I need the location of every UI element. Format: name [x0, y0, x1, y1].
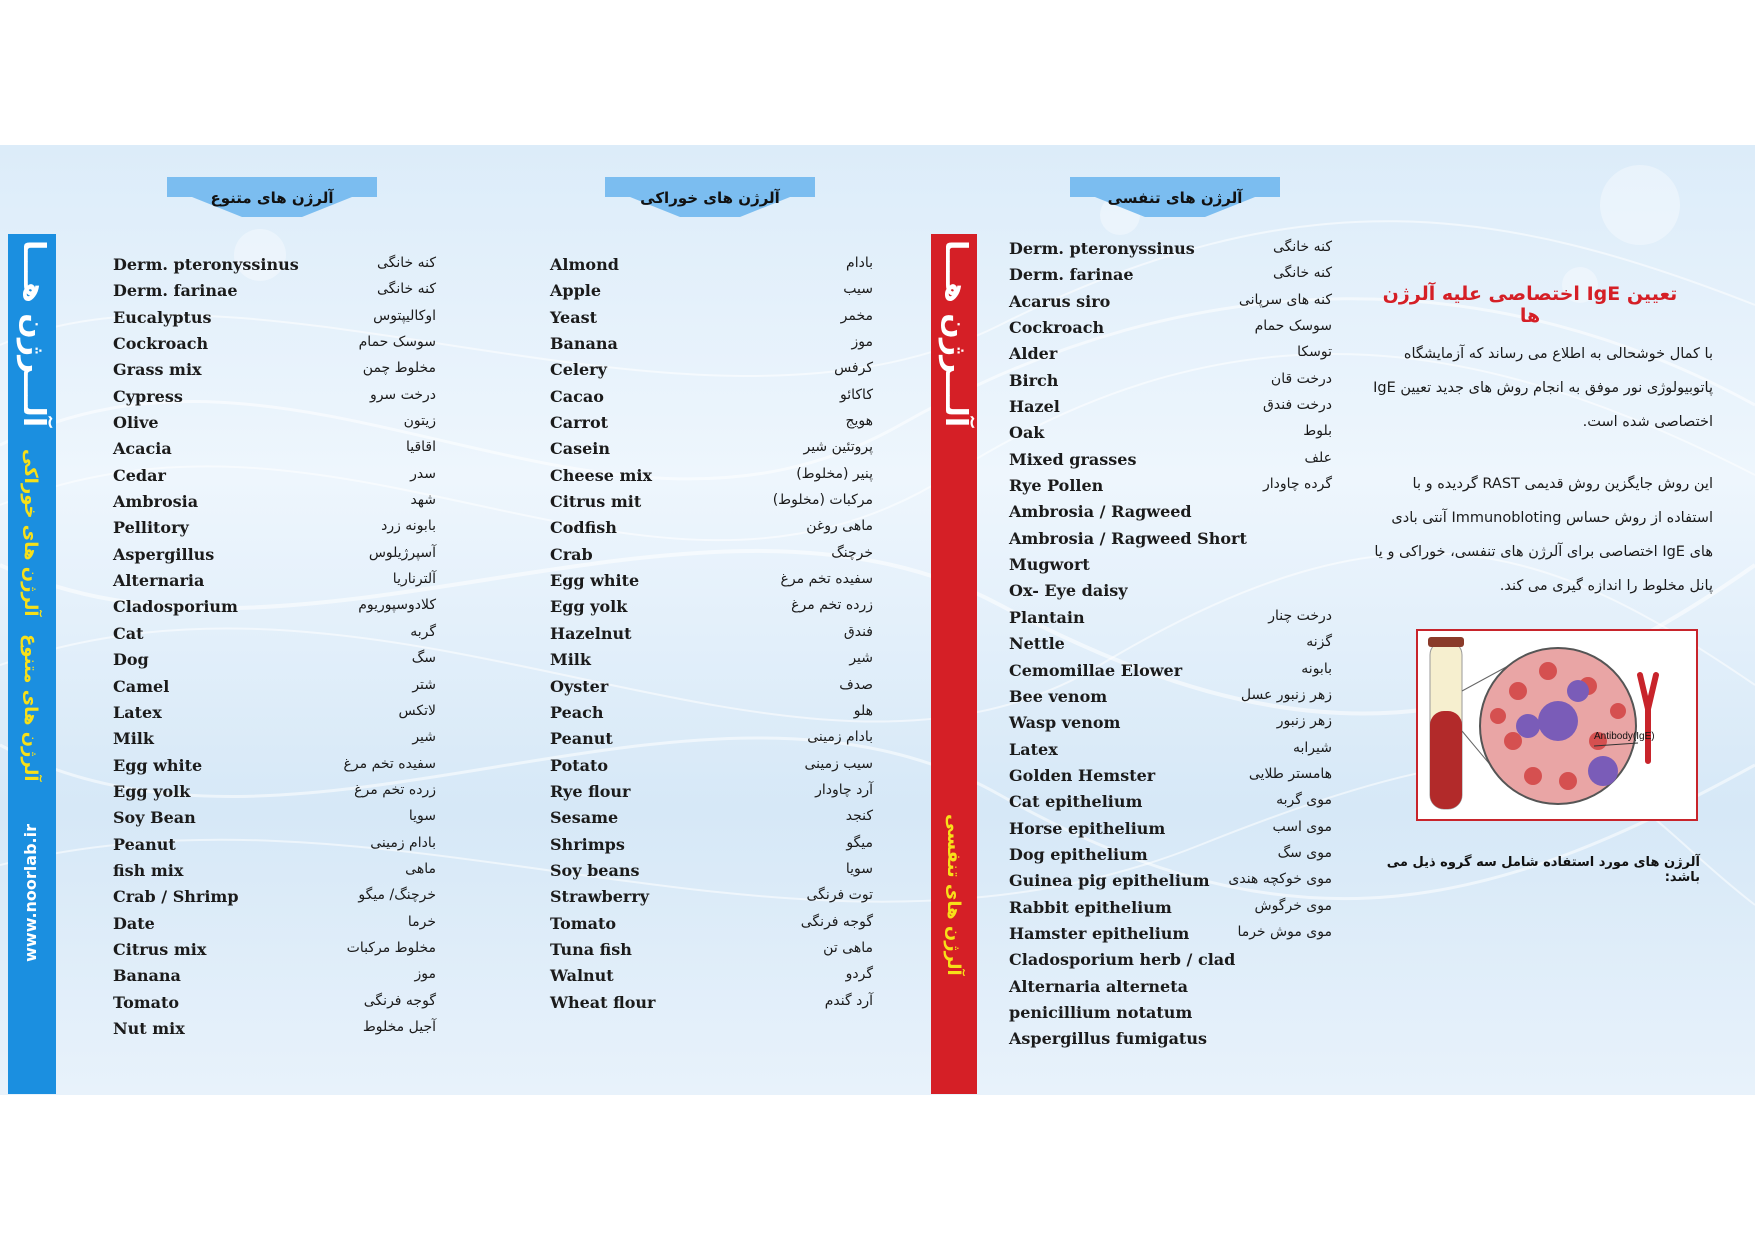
allergen-name-en: Tomato — [550, 913, 617, 933]
allergen-name-fa: سیب — [843, 281, 873, 298]
allergen-row — [1009, 448, 1332, 474]
allergen-name-fa: موی موش خرما — [1237, 923, 1332, 940]
misc-header-ribbon — [167, 159, 377, 217]
allergen-row — [1009, 764, 1332, 790]
allergen-row — [113, 622, 436, 648]
resp-allergen-list — [1009, 237, 1332, 1054]
allergen-row — [550, 806, 873, 832]
allergen-row — [1009, 948, 1332, 974]
allergen-row — [550, 675, 873, 701]
allergen-row — [113, 991, 436, 1017]
allergen-name-en: Alternaria — [113, 571, 205, 591]
allergen-row — [1009, 395, 1332, 421]
allergen-name-en: Alder — [1009, 344, 1058, 364]
allergen-row — [550, 358, 873, 384]
allergen-name-en: Mixed grasses — [1009, 449, 1137, 469]
allergen-name-en: Hazelnut — [550, 623, 632, 643]
allergen-row — [113, 490, 436, 516]
allergen-name-en: Celery — [550, 360, 607, 380]
allergen-name-fa: خرچنگ/ میگو — [358, 887, 436, 904]
allergen-name-en: Oyster — [550, 676, 609, 696]
allergen-row — [550, 253, 873, 279]
allergen-name-fa: کنه خانگی — [1272, 265, 1332, 282]
allergen-row — [113, 411, 436, 437]
left-bar-food: آلرژن های خوراکی — [20, 449, 41, 617]
allergen-name-fa: کرفس — [834, 360, 873, 377]
allergen-row — [1009, 632, 1332, 658]
allergen-name-en: Ambrosia / Ragweed Short — [1009, 528, 1247, 548]
allergen-name-en: Horse epithelium — [1009, 818, 1166, 838]
allergen-row — [113, 780, 436, 806]
left-bar-title: آلـــرژن هـــا — [16, 240, 51, 428]
allergen-name-fa: صدف — [839, 676, 873, 693]
website-link[interactable]: www.noorlab.ir — [21, 824, 40, 962]
allergen-row — [1009, 975, 1332, 1001]
allergen-name-fa: هامستر طلایی — [1248, 765, 1332, 782]
left-blue-bar — [8, 234, 56, 1094]
allergen-name-fa: سفیده تخم مرغ — [343, 755, 436, 772]
allergen-row — [550, 332, 873, 358]
allergen-name-fa: گزنه — [1306, 634, 1332, 651]
allergen-row — [113, 1017, 436, 1043]
allergen-name-fa: هویج — [845, 413, 873, 430]
allergen-row — [550, 648, 873, 674]
allergen-name-en: Milk — [113, 729, 154, 749]
allergen-name-en: Egg yolk — [550, 597, 628, 617]
allergen-name-en: Almond — [550, 255, 619, 274]
allergen-name-fa: درخت قان — [1270, 370, 1332, 387]
antibody-label: Antibody(IgE) — [1594, 731, 1655, 742]
allergen-name-fa: شیرابه — [1293, 739, 1332, 756]
allergen-name-fa: علف — [1304, 449, 1332, 466]
allergen-name-en: Peanut — [113, 834, 176, 854]
allergen-row — [1009, 553, 1332, 579]
allergen-name-en: Soy Bean — [113, 808, 196, 828]
allergen-name-fa: هلو — [853, 702, 873, 719]
allergen-name-en: Cedar — [113, 465, 166, 485]
allergen-row — [550, 279, 873, 305]
allergen-row — [113, 332, 436, 358]
allergen-name-en: Derm. farinae — [113, 281, 238, 301]
allergen-row — [113, 938, 436, 964]
allergen-name-en: Mugwort — [1009, 555, 1090, 575]
allergen-name-en: Tomato — [113, 992, 180, 1012]
allergen-row — [550, 780, 873, 806]
allergen-name-fa: لاتکس — [398, 702, 436, 719]
allergen-row — [550, 833, 873, 859]
allergen-name-en: Grass mix — [113, 360, 202, 380]
allergen-name-en: Potato — [550, 755, 609, 775]
allergen-row — [113, 859, 436, 885]
allergen-name-en: Nut mix — [113, 1018, 185, 1038]
allergen-row — [550, 464, 873, 490]
allergen-name-en: Rye flour — [550, 781, 631, 801]
allergen-name-fa: مخمر — [840, 307, 873, 324]
allergen-row — [1009, 685, 1332, 711]
allergen-row — [113, 754, 436, 780]
allergen-name-fa: سوسک حمام — [1254, 318, 1332, 335]
allergen-name-fa: اوکالیپتوس — [373, 307, 436, 324]
info-paragraph-1: با کمال خوشحالی به اطلاع می رساند که آزمایشگاه پاتوبیولوژی نور موفق به انجام روش های جدید تعیین IgE اختصاصی شده است. — [1373, 346, 1713, 430]
info-paragraph-2: این روش جایگزین روش قدیمی RAST گردیده و با استفاده از روش حساس Immunobloting آنتی بادی های IgE اختصاصی برای آلرژن های تنفسی، خوراکی و یا پانل مخلوط را اندازه گیری می کند. — [1374, 476, 1713, 594]
allergen-row — [1009, 1001, 1332, 1027]
allergen-row — [113, 464, 436, 490]
allergen-row — [550, 490, 873, 516]
allergen-name-fa: موی خرگوش — [1254, 897, 1332, 914]
test-tube-blood-icon — [1418, 631, 1696, 819]
allergen-row — [113, 437, 436, 463]
allergen-name-fa: کنه خانگی — [376, 281, 436, 298]
allergen-name-en: Dog — [113, 650, 149, 670]
allergen-name-fa: بادام زمینی — [370, 834, 436, 851]
allergen-name-en: Cockroach — [113, 334, 209, 354]
allergen-name-en: Walnut — [550, 966, 614, 986]
allergen-name-fa: توسکا — [1297, 344, 1332, 361]
allergen-row — [550, 754, 873, 780]
allergen-name-en: Crab / Shrimp — [113, 887, 239, 907]
allergen-row — [113, 595, 436, 621]
allergen-row — [550, 437, 873, 463]
allergen-name-fa: بابونه — [1301, 660, 1332, 677]
allergen-name-en: Golden Hemster — [1009, 765, 1156, 785]
allergen-row — [113, 569, 436, 595]
red-bar-title: آلـــرژن هـــا — [938, 240, 973, 428]
allergen-row — [550, 964, 873, 990]
resp-header: آلرژن های تنفسی — [1107, 189, 1243, 207]
allergen-name-en: Hamster epithelium — [1009, 923, 1190, 943]
allergen-name-en: Strawberry — [550, 887, 650, 907]
allergen-name-en: Cacao — [550, 386, 604, 406]
allergen-row — [1009, 290, 1332, 316]
allergen-name-en: Hazel — [1009, 397, 1060, 417]
allergen-name-en: Dog epithelium — [1009, 844, 1148, 864]
allergen-name-en: Derm. pteronyssinus — [1009, 239, 1195, 258]
allergen-name-en: Milk — [550, 650, 591, 670]
allergen-name-fa: آرد گندم — [824, 992, 873, 1009]
allergen-row — [1009, 711, 1332, 737]
allergen-name-en: Rabbit epithelium — [1009, 897, 1172, 917]
allergen-row — [1009, 1027, 1332, 1053]
allergen-name-fa: موی گربه — [1276, 792, 1332, 809]
allergen-name-en: Derm. pteronyssinus — [113, 255, 299, 274]
allergen-row — [113, 675, 436, 701]
allergen-name-en: Alternaria alterneta — [1009, 976, 1188, 996]
allergen-name-en: Oak — [1009, 423, 1045, 443]
allergen-row — [550, 701, 873, 727]
allergen-name-fa: پروتئین شیر — [803, 439, 873, 456]
allergen-row — [550, 595, 873, 621]
allergen-name-en: Birch — [1009, 370, 1059, 390]
allergen-name-en: Banana — [550, 334, 618, 354]
allergen-name-en: Egg white — [113, 755, 203, 775]
allergen-row — [550, 622, 873, 648]
allergen-row — [1009, 527, 1332, 553]
allergen-name-fa: شیر — [849, 650, 873, 667]
allergen-name-en: Cockroach — [1009, 318, 1105, 338]
groups-note: آلرژن های مورد استفاده شامل سه گروه ذیل می باشد: — [1386, 855, 1700, 885]
allergen-name-en: Citrus mit — [550, 492, 642, 512]
allergen-name-fa: درخت چنار — [1268, 607, 1332, 624]
allergen-row — [550, 885, 873, 911]
allergen-name-en: Banana — [113, 966, 181, 986]
allergen-name-en: Yeast — [550, 307, 597, 327]
allergen-name-en: Pellitory — [113, 518, 189, 538]
allergen-name-en: Acacia — [113, 439, 172, 459]
allergen-row — [1009, 606, 1332, 632]
allergen-row — [1009, 237, 1332, 263]
allergen-row — [550, 516, 873, 542]
resp-header-ribbon — [1070, 159, 1280, 217]
allergen-name-fa: کنه های سرپانی — [1238, 291, 1332, 308]
allergen-name-en: Codfish — [550, 518, 617, 538]
allergen-name-fa: آلترناریا — [392, 571, 436, 588]
allergen-row — [1009, 659, 1332, 685]
allergen-name-en: Plantain — [1009, 607, 1085, 627]
allergen-name-en: Cemomillae Elower — [1009, 660, 1183, 680]
allergen-row — [1009, 896, 1332, 922]
allergen-name-en: Latex — [1009, 739, 1058, 759]
allergen-row — [113, 385, 436, 411]
allergen-name-en: Cat — [113, 623, 144, 643]
allergen-name-fa: کلادوسپوریوم — [358, 597, 436, 614]
allergen-row — [113, 648, 436, 674]
allergen-name-fa: سگ — [411, 650, 436, 667]
allergen-name-en: Tuna fish — [550, 939, 632, 959]
allergen-row — [1009, 843, 1332, 869]
allergen-row — [1009, 817, 1332, 843]
allergen-name-fa: خرما — [407, 913, 436, 930]
allergen-name-en: Latex — [113, 702, 162, 722]
allergen-name-fa: شهد — [410, 492, 436, 509]
allergen-name-fa: درخت سرو — [369, 386, 436, 403]
misc-header: آلرژن های متنوع — [210, 189, 334, 207]
allergen-name-en: Shrimps — [550, 834, 625, 854]
allergen-row — [550, 385, 873, 411]
allergen-name-fa: موی خوکچه هندی — [1228, 871, 1332, 888]
food-header-ribbon — [605, 159, 815, 217]
allergen-row — [1009, 579, 1332, 605]
allergen-row — [550, 991, 873, 1017]
allergen-row — [113, 253, 436, 279]
allergen-name-fa: ماهی تن — [823, 939, 873, 956]
info-title: تعیین IgE اختصاصی علیه آلرژن ها — [1382, 283, 1678, 327]
allergen-name-en: Cat epithelium — [1009, 792, 1143, 812]
allergen-row — [550, 569, 873, 595]
allergen-name-en: Egg yolk — [113, 781, 191, 801]
allergen-name-fa: زرده تخم مرغ — [354, 781, 436, 798]
allergen-name-fa: گربه — [410, 623, 436, 640]
allergen-row — [550, 411, 873, 437]
allergen-name-en: Guinea pig epithelium — [1009, 871, 1210, 891]
allergen-name-fa: زرده تخم مرغ — [791, 597, 873, 614]
allergen-row — [113, 727, 436, 753]
allergen-name-fa: موی اسب — [1272, 818, 1332, 835]
allergen-name-en: Camel — [113, 676, 170, 696]
allergen-row — [113, 516, 436, 542]
red-bar-resp: آلرژن های تنفسی — [943, 814, 964, 976]
allergen-name-en: Cladosporium — [113, 597, 238, 617]
allergen-name-en: Acarus siro — [1009, 291, 1111, 311]
allergen-name-en: Carrot — [550, 413, 609, 433]
allergen-name-fa: مخلوط مرکبات — [346, 939, 436, 956]
food-header: آلرژن های خوراکی — [640, 189, 780, 207]
allergen-name-fa: کنه خانگی — [1272, 239, 1332, 255]
allergen-name-fa: بادام زمینی — [807, 729, 873, 746]
allergen-name-en: Citrus mix — [113, 939, 207, 959]
allergen-name-fa: سویا — [408, 808, 436, 825]
allergen-name-en: penicillium notatum — [1009, 1002, 1193, 1022]
allergen-name-fa: آرد چاودار — [815, 781, 873, 798]
allergen-name-fa: سیب زمینی — [804, 755, 873, 772]
allergen-name-fa: آجیل مخلوط — [362, 1018, 436, 1035]
allergen-name-en: Crab — [550, 544, 593, 564]
allergen-name-en: Ambrosia — [113, 492, 199, 512]
allergen-row — [113, 543, 436, 569]
allergen-name-fa: شیر — [412, 729, 436, 746]
allergen-name-en: Aspergillus — [113, 544, 215, 564]
allergen-row — [1009, 790, 1332, 816]
allergen-name-fa: زهر زنبور — [1276, 713, 1332, 730]
allergen-name-en: Apple — [550, 281, 602, 301]
allergen-name-en: Bee venom — [1009, 686, 1108, 706]
allergen-name-en: Wheat flour — [550, 992, 656, 1012]
allergen-name-en: fish mix — [113, 860, 184, 880]
allergen-name-fa: بلوط — [1303, 423, 1332, 440]
allergen-name-fa: میگو — [846, 834, 873, 851]
allergen-row — [113, 912, 436, 938]
allergen-name-fa: خرچنگ — [831, 544, 873, 561]
allergen-name-fa: سدر — [410, 465, 436, 482]
allergen-row — [550, 938, 873, 964]
allergen-name-fa: مخلوط چمن — [362, 360, 436, 377]
allergen-row — [550, 727, 873, 753]
brochure-sheet — [0, 145, 1755, 1095]
allergen-row — [1009, 869, 1332, 895]
allergen-name-fa: سوسک حمام — [358, 334, 436, 351]
allergen-name-fa: بادام — [846, 255, 873, 271]
allergen-name-fa: زهر زنبور عسل — [1240, 686, 1332, 703]
allergen-row — [550, 859, 873, 885]
allergen-name-en: Cheese mix — [550, 465, 653, 485]
allergen-name-fa: ماهی روغن — [806, 518, 873, 535]
allergen-name-fa: گرده چاودار — [1263, 476, 1332, 493]
allergen-name-fa: کنه خانگی — [376, 255, 436, 271]
allergen-name-en: Ox- Eye daisy — [1009, 581, 1128, 601]
allergen-row — [1009, 316, 1332, 342]
allergen-name-fa: سویا — [845, 860, 873, 877]
allergen-name-fa: ماهی — [405, 860, 436, 877]
allergen-name-en: Peanut — [550, 729, 613, 749]
allergen-row — [1009, 263, 1332, 289]
allergen-row — [113, 964, 436, 990]
allergen-name-fa: موز — [414, 966, 436, 983]
allergen-name-en: Egg white — [550, 571, 640, 591]
allergen-row — [550, 306, 873, 332]
allergen-row — [1009, 922, 1332, 948]
allergen-row — [1009, 342, 1332, 368]
allergen-row — [113, 701, 436, 727]
allergen-name-fa: موی سگ — [1277, 844, 1332, 861]
allergen-name-fa: اقاقیا — [405, 439, 436, 456]
allergen-name-en: Casein — [550, 439, 610, 459]
allergen-name-fa: گوجه فرنگی — [363, 992, 436, 1009]
allergen-name-en: Sesame — [550, 808, 619, 828]
allergen-row — [113, 806, 436, 832]
allergen-row — [1009, 500, 1332, 526]
allergen-name-fa: آسپرژیلوس — [368, 544, 436, 561]
allergen-name-fa: مرکبات (مخلوط) — [772, 492, 873, 509]
center-red-bar — [931, 234, 977, 1094]
allergen-name-fa: پنیر (مخلوط) — [796, 465, 873, 482]
allergen-name-en: Peach — [550, 702, 604, 722]
allergen-row — [113, 833, 436, 859]
allergen-row — [1009, 738, 1332, 764]
allergen-name-en: Derm. farinae — [1009, 265, 1134, 285]
antibody-illustration — [1416, 629, 1698, 821]
allergen-row — [113, 885, 436, 911]
allergen-name-fa: موز — [851, 334, 873, 351]
allergen-name-en: Wasp venom — [1009, 713, 1121, 733]
allergen-name-fa: زیتون — [403, 413, 436, 430]
allergen-name-fa: کنجد — [845, 808, 873, 825]
allergen-name-fa: گردو — [845, 966, 873, 983]
allergen-row — [1009, 474, 1332, 500]
allergen-name-fa: سفیده تخم مرغ — [780, 571, 873, 588]
allergen-name-en: Cladosporium herb / clad — [1009, 950, 1236, 970]
allergen-name-en: Date — [113, 913, 155, 933]
allergen-name-en: Rye Pollen — [1009, 476, 1104, 496]
allergen-row — [1009, 421, 1332, 447]
misc-allergen-list — [113, 253, 436, 1043]
allergen-row — [113, 306, 436, 332]
allergen-name-fa: گوجه فرنگی — [800, 913, 873, 930]
food-allergen-list — [550, 253, 873, 1017]
allergen-row — [113, 279, 436, 305]
allergen-name-en: Aspergillus fumigatus — [1009, 1029, 1207, 1049]
allergen-row — [550, 543, 873, 569]
allergen-row — [550, 912, 873, 938]
left-bar-misc: آلرژن های متنوع — [20, 634, 41, 782]
allergen-name-fa: کاکائو — [840, 386, 873, 403]
allergen-name-en: Olive — [113, 413, 159, 433]
allergen-name-en: Cypress — [113, 386, 183, 406]
allergen-name-fa: توت فرنگی — [806, 887, 873, 904]
allergen-name-fa: درخت فندق — [1263, 397, 1332, 414]
allergen-name-en: Soy beans — [550, 860, 640, 880]
allergen-name-en: Ambrosia / Ragweed — [1009, 502, 1192, 522]
allergen-name-fa: بابونه زرد — [381, 518, 436, 535]
allergen-name-en: Nettle — [1009, 634, 1065, 654]
allergen-row — [1009, 369, 1332, 395]
allergen-name-fa: شتر — [412, 676, 436, 693]
allergen-name-en: Eucalyptus — [113, 307, 212, 327]
allergen-name-fa: فندق — [843, 623, 873, 640]
allergen-row — [113, 358, 436, 384]
